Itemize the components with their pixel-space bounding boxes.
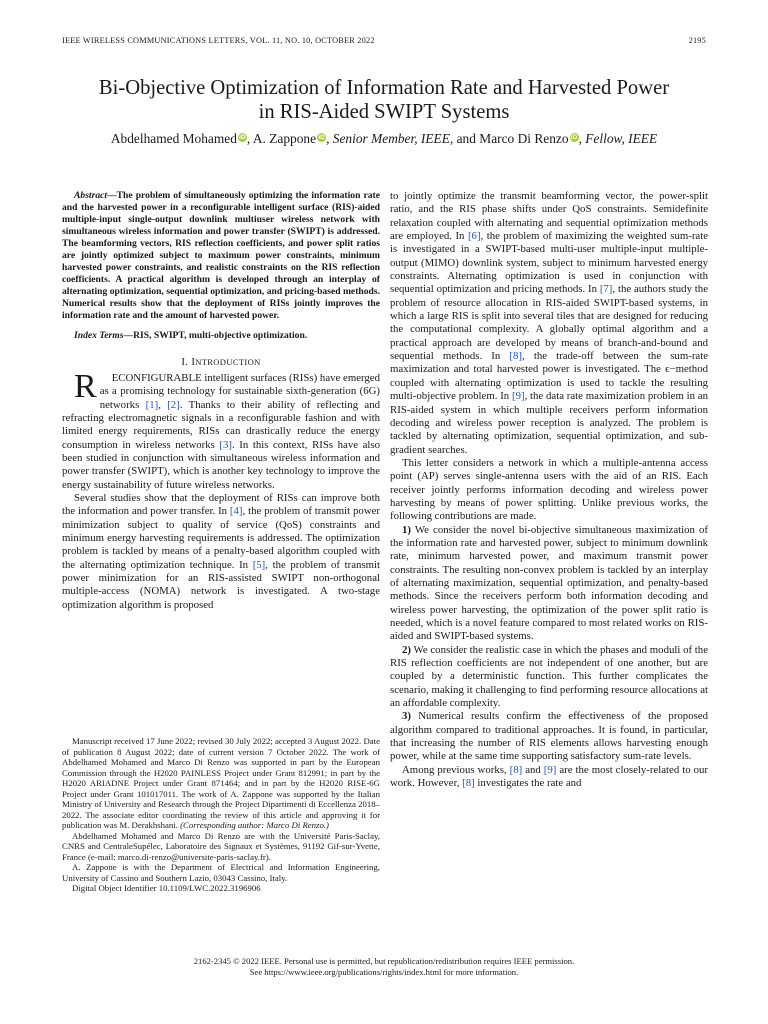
copyright-line: 2162-2345 © 2022 IEEE. Personal use is permitted, but republication/redistribution requires IEEE permission. (193, 956, 575, 966)
title-line-1: Bi-Objective Optimization of Information Rate and Harvested Power (98, 77, 670, 99)
section-heading-introduction: I. INTRODUCTION (181, 355, 261, 368)
page-number: 2195 (688, 36, 706, 45)
citation-link[interactable]: [3] (219, 438, 233, 451)
footnote-manuscript: Manuscript received 17 June 2022; revised 30 July 2022; accepted 3 August 2022. Date of publication 8 August 2022; date of current version 7 October 2022. The work of Abdelhamed Mohamed and Marco Di Renzo was supported in part by the European Commission through the H2020 PAINLESS Project under Grant 812991; in part by the H2020 ARIADNE Project under Grant 871464; and in part by the H2020 RISE-6G Project under Grant 101017011. The work of A. Zappone was supported by the Italian Ministry of University and Research through the Project Dipartimenti di Eccellenza 2018–2022. The associate editor coordinating the review of this article and approving it for publication was M. Derakhshani. (Corresponding author: Marco Di Renzo.) (62, 736, 380, 830)
citation-link[interactable]: [9] (543, 763, 557, 776)
citation-link[interactable]: [9] (511, 390, 525, 403)
citation-link[interactable]: [8] (509, 763, 523, 776)
citation-link[interactable]: [1] (145, 398, 159, 411)
author-3: , and Marco Di Renzo (449, 131, 569, 146)
running-header (62, 36, 706, 45)
contribution-1: 1) We consider the novel bi-objective simultaneous maximization of the information rate and harvested power, subject to minimum downlink rate, minimum harvested power, and maximum transmit power constraints. The resulting non-convex problem is tackled by an interplay of alternating maximization, sequential optimization, and penalty-based methods. Since the receivers perform both information decoding and wireless power harvesting, the optimization of the power split ratio is needed, which is a novel feature compared to most related works on RIS-aided and SWIPT-based systems. (390, 523, 708, 643)
author-2: , A. Zappone (246, 131, 317, 146)
citation-link[interactable]: [6] (467, 230, 481, 243)
index-terms-label: Index Terms (74, 329, 124, 341)
contribution-2: 2) We consider the realistic case in which the phases and moduli of the RIS reflection coefficients are not independent of one another, but are coupled by a deterministic function. This further complicates the scenario, making it challenging to find performing resource allocations at an affordable complexity. (390, 643, 708, 710)
title-line-2: in RIS-Aided SWIPT Systems (258, 101, 510, 123)
author-list: Abdelhamed Mohamed iD, A. Zappone iD, Senior Member, IEEE, and Marco Di Renzo iD, Fellow, IEEE (110, 131, 658, 146)
citation-link[interactable]: [7] (599, 283, 613, 296)
index-terms-text: —RIS, SWIPT, multi-objective optimization. (123, 329, 308, 341)
drop-cap: R (74, 367, 97, 405)
footnote-affiliation-1: Abdelhamed Mohamed and Marco Di Renzo are with the Université Paris-Saclay, CNRS and CentraleSupélec, Laboratoire des Signaux et Systèmes, 91192 Gif-sur-Yvette, France (e-mail: marco.di-renzo@universite-paris-saclay.fr). (62, 830, 380, 862)
orcid-icon[interactable]: iD (239, 134, 246, 141)
intro-paragraph-1: R ECONFIGURABLE intelligent surfaces (RISs) have emerged as a promising technology for sustainable sixth-generation (6G) networks [1], [2]. Thanks to their ability of reflecting and refracting electromagnetic signals in a reconfigurable fashion and with limited energy requirements, RISs can drastically reduce the energy consumption in wireless networks [3]. In this context, RISs have also been studied in conjunction with simultaneous wireless information and power transfer (SWIPT), which is another key technology to improve the energy sustainability of future wireless networks. (62, 367, 380, 491)
journal-name: IEEE WIRELESS COMMUNICATIONS LETTERS, VOL. 11, NO. 10, OCTOBER 2022 (62, 36, 375, 45)
footnotes (62, 736, 380, 894)
right-paragraph-2: This letter considers a network in which a multiple-antenna access point (AP) serves single-antenna users with the aid of an RIS. Each receiver jointly performs information decoding and wireless power harvesting by means of power splitting. Unlike previous works, the following contributions are made. (390, 456, 708, 523)
abstract (62, 190, 380, 323)
right-paragraph-1: to jointly optimize the transmit beamforming vector, the power-split ratio, and the RIS phase shifts under QoS constraints. Semidefinite relaxation coupled with alternating and sequential optimization methods are employed. In [6], the problem of maximizing the weighted sum-rate is investigated in a SWIPT-based multi-user multiple-input multiple-output (MIMO) downlink system, subject to minimum harvested energy constraints. Alternating optimization is used in conjunction with sequential optimization and pricing methods. In [7], the authors study the problem of resource allocation in RIS-aided SWIPT-based systems, in which a large RIS is split into several tiles that are designed for reducing the computational complexity. A globally optimal algorithm and a practical approach are developed by means of branch-and-bound and sequential methods. In [8], the trade-off between the sum-rate maximization and total harvested power is investigated. The ϵ−method coupled with alternating optimization is used to tackle the resulting multi-objective problem. In [9], the data rate maximization problem in an RIS-aided system in which multiple receivers perform information decoding and wireless power reception is analyzed. The problem is tackled by alternating optimization, sequential optimization, and sub-gradient searches. (390, 190, 709, 456)
copyright-footer (0, 956, 768, 977)
citation-link[interactable]: [8] (462, 777, 475, 790)
intro-paragraph-2: Several studies show that the deployment of RISs can improve both the information and power transfer. In [4], the problem of transmit power minimization subject to quality of service (QoS) constraints and minimum energy harvesting requirements is addressed. The optimization problem is tackled by means of a penalty-based algorithm coupled with the alternating optimization technique. In [5], the problem of transmit power minimization for an RIS-assisted SWIPT non-orthogonal multiple-access (NOMA) network is investigated. A two-stage optimization algorithm is proposed (62, 491, 381, 611)
left-column (62, 190, 380, 612)
footnote-affiliation-2: A. Zappone is with the Department of Electrical and Information Engineering, University of Cassino and Southern Lazio, 03043 Cassino, Italy. (62, 862, 380, 883)
author-1: Abdelhamed Mohamed (110, 131, 237, 146)
citation-link[interactable]: [4] (229, 505, 243, 518)
abstract-text: —The problem of simultaneously optimizing the information rate and the harvested power in a reconfigurable intelligent surface (RIS)-aided multiple-input single-output downlink multiuser wireless network with simultaneous wireless information and power transfer (SWIPT) is addressed. The beamforming vectors, RIS reflection coefficients, and power split ratios are jointly optimized subject to maximum power constraints, minimum harvested power constraints, and realistic constraints on the RIS reflection coefficients. A practical algorithm is developed through an interplay of alternating optimization, sequential optimization, and pricing-based methods. Numerical results show that the deployment of RISs jointly improves the information rate and the amount of harvested power. (62, 190, 380, 322)
right-column (390, 190, 708, 790)
citation-link[interactable]: [2] (167, 398, 180, 411)
right-paragraph-6: Among previous works, [8] and [9] are the most closely-related to our work. However, [8] investigates the rate and (390, 763, 708, 790)
paper-title (40, 76, 728, 124)
abstract-label: Abstract (74, 190, 108, 201)
corresponding-author: (Corresponding author: Marco Di Renzo.) (180, 820, 329, 830)
author-3-role: Fellow, IEEE (585, 131, 658, 146)
index-terms (62, 330, 380, 342)
orcid-icon[interactable]: iD (570, 134, 578, 141)
orcid-icon[interactable]: iD (318, 134, 325, 141)
rights-link-line: See https://www.ieee.org/publications/rights/index.html for more information. (249, 966, 519, 977)
author-2-role: Senior Member, IEEE (332, 131, 450, 146)
footnote-doi: Digital Object Identifier 10.1109/LWC.2022.3196906 (72, 883, 261, 893)
contribution-3: 3) Numerical results confirm the effectiveness of the proposed algorithm compared to traditional approaches. It is found, in particular, that increasing the number of RIS elements allows harvesting enough power, while at the same time supporting satisfactory sum-rate levels. (390, 710, 708, 763)
citation-link[interactable]: [5] (252, 558, 266, 571)
citation-link[interactable]: [8] (509, 350, 523, 363)
